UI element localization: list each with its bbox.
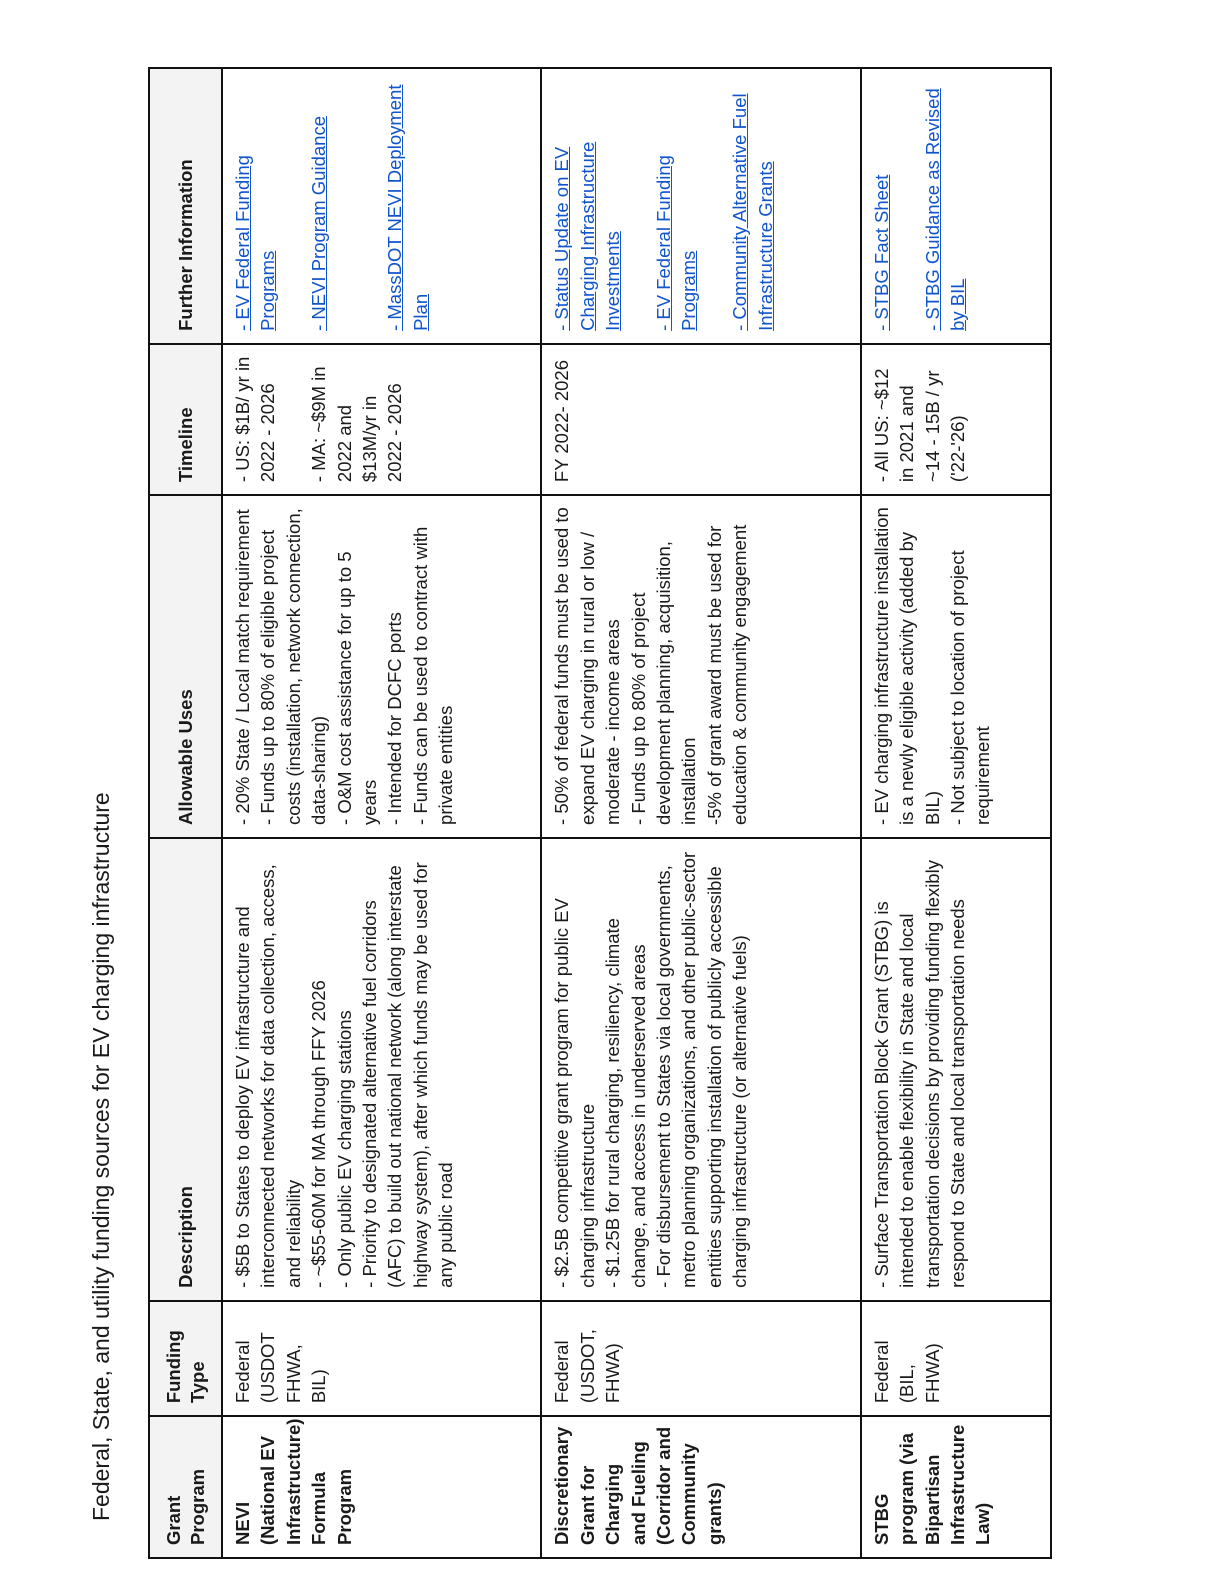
use-line: - EV charging infrastructure installation is a newly eligible activity (added by BIL) [870,507,943,825]
description-line: - Only public EV charging stations [333,1010,355,1288]
timeline-line: - US: $1B/ yr in 2022 - 2026 [232,356,279,483]
col-header-timeline: Timeline [149,344,222,495]
col-header-further-information: Further Information [149,68,222,344]
link-stbg-fact-sheet[interactable]: - STBG Fact Sheet [870,174,892,331]
funding-table [148,67,1052,1559]
further-info-cell [222,68,541,344]
allowable-uses-cell [861,495,1051,838]
grant-program-cell: NEVI (National EV Infrastructure) Formula Program [222,1416,541,1558]
link-stbg-guidance-revised[interactable]: - STBG Guidance as Revised by BIL [921,88,968,331]
use-line: - Funds can be used to contract with private entities [409,526,457,825]
link-nevi-program-guidance[interactable]: - NEVI Program Guidance [308,116,330,331]
col-header-description: Description [149,838,222,1301]
header-row [149,68,222,1558]
use-line: - Funds up to 80% of eligible project costs (installation, network connection, data-sharing) [257,508,330,825]
description-line: - Surface Transportation Block Grant (STBG) is intended to enable flexibility in State and local transportation decisions by providing funding flexibly respond to State and local transportation needs [870,860,968,1288]
use-line: - Funds up to 80% of project development planning, acquisition, installation [627,541,700,825]
table-row [861,68,1051,1558]
further-info-cell [541,68,860,344]
description-line: - For disbursement to States via local governments, metro planning organizations, and other public-sector entities supporting installation of publicly accessible charging infrastructure (or alternative fuels) [652,851,751,1288]
funding-type-cell: Federal (BIL, FHWA) [861,1301,1051,1416]
timeline-cell [541,344,860,495]
table-row [541,68,860,1558]
link-ev-federal-funding-programs[interactable]: - EV Federal Funding Programs [652,155,700,331]
description-cell [222,838,541,1301]
link-ev-federal-funding-programs[interactable]: - EV Federal Funding Programs [232,155,279,331]
table-caption: Federal, State, and utility funding sources for EV charging infrastructure [88,792,114,1521]
timeline-cell [861,344,1051,495]
grant-program-cell: STBG program (via Bipartisan Infrastructure Law) [861,1416,1051,1558]
use-line: - 20% State / Local match requirement [232,509,253,825]
use-line: - O&M cost assistance for up to 5 years [333,551,381,825]
description-line: - $1.25B for rural charging, resiliency, climate change, and access in underserved areas [602,918,649,1288]
further-info-cell [861,68,1051,344]
use-line: -5% of grant award must be used for education & community engagement [703,524,751,825]
link-status-update-ev-charging[interactable]: - Status Update on EV Charging Infrastructure Investments [551,141,624,331]
use-line: - Intended for DCFC ports [384,612,406,825]
allowable-uses-cell [541,495,860,838]
link-community-alternative-fuel-grants[interactable]: - Community Alternative Fuel Infrastructure Grants [729,93,776,331]
use-line: - 50% of federal funds must be used to expand EV charging in rural or low / moderate - income areas [551,507,624,825]
description-line: - ~$55-60M for MA through FFY 2026 [308,980,330,1288]
link-massdot-nevi-deployment-plan[interactable]: - MassDOT NEVI Deployment Plan [384,84,431,331]
funding-type-cell: Federal (USDOT, FHWA) [541,1301,860,1416]
grant-program-cell: Discretionary Grant for Charging and Fueling (Corridor and Community grants) [541,1416,860,1558]
description-line: - $2.5B competitive grant program for public EV charging infrastructure [551,898,598,1288]
col-header-funding-type: Funding Type [149,1301,222,1416]
description-line: - Priority to designated alternative fuel corridors (AFC) to build out national network (along interstate highway system), after which funds may be used for any public road [359,862,457,1288]
timeline-line: - All US: ~$12 in 2021 and ~14 - 15B / yr ('22-'26) [870,368,968,483]
description-line: - $5B to States to deploy EV infrastructure and interconnected networks for data collection, access, and reliability [232,864,304,1288]
timeline-line: - MA: ~$9M in 2022 and $13M/yr in 2022 - 2026 [308,366,406,483]
funding-type-cell: Federal (USDOT FHWA, BIL) [222,1301,541,1416]
use-line: - Not subject to location of project requirement [946,550,994,825]
description-cell [541,838,860,1301]
col-header-grant-program: Grant Program [149,1416,222,1558]
description-cell [861,838,1051,1301]
timeline-line: FY 2022- 2026 [551,360,573,483]
col-header-allowable-uses: Allowable Uses [149,495,222,838]
table-row [222,68,541,1558]
allowable-uses-cell [222,495,541,838]
timeline-cell [222,344,541,495]
